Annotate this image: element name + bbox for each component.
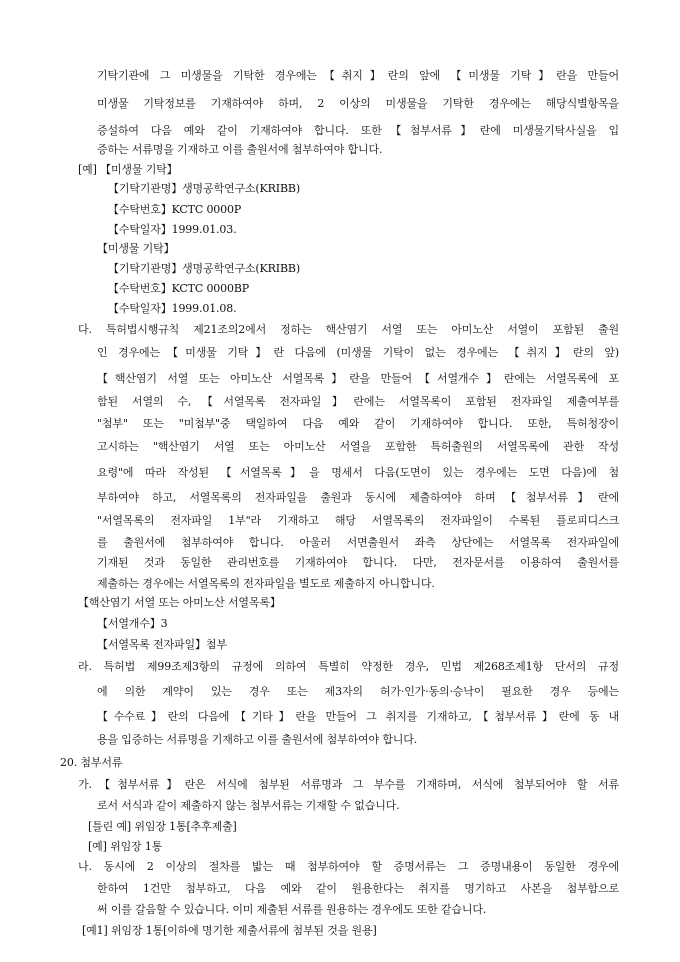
item-ga-line-1: 가.【첨부서류】란은 서식에 첨부된 서류명과 그 부수를 기재하며, 서식에 첨부되어야 할 서류 bbox=[78, 778, 619, 791]
item-ra-line-3: 【수수료】란의 다음에【기타】란을 만들어 그 취지를 기재하고,【첨부서류】란에 동 내 bbox=[97, 710, 619, 723]
item-ra-line-4: 용을 입증하는 서류명을 기재하고 이를 출원서에 첨부하여야 합니다. bbox=[97, 733, 418, 746]
example1-line-6: 【기탁기관명】생명공학연구소(KRIBB) bbox=[108, 262, 300, 275]
item-da-line-12: 제출하는 경우에는 서열목록의 전자파일을 별도로 제출하지 아니합니다. bbox=[97, 577, 435, 590]
example4-line-1: [예1] 위임장 1통[이하에 명기한 제출서류에 첨부된 것을 원용] bbox=[82, 924, 377, 937]
intro-line-3: 증설하여 다음 예와 같이 기재하여야 합니다. 또한【첨부서류】란에 미생물기탁사실을 입 bbox=[97, 124, 619, 137]
item-da-line-9: "서열목록의 전자파일 1부"라 기재하고 해당 서열목록의 전자파일이 수록된 플로피디스크 bbox=[97, 514, 619, 527]
item-na-line-2: 한하여 1건만 첨부하고, 다음 예와 같이 원용한다는 취지를 명기하고 사본을 첨부함으로 bbox=[97, 882, 619, 895]
intro-line-1: 기탁기관에 그 미생물을 기탁한 경우에는【취지】란의 앞에 【미생물 기탁】란을 만들어 bbox=[97, 69, 619, 82]
item-ga-line-2: 로서 서식과 같이 제출하지 않는 첨부서류는 기재할 수 없습니다. bbox=[97, 799, 400, 812]
item-ra-line-2: 에 의한 계약이 있는 경우 또는 제3자의 허가·인가·동의·승낙이 필요한 경우 등에는 bbox=[97, 685, 619, 698]
item-da-line-5: "첨부" 또는 "미첨부"중 택일하여 다음 예와 같이 기재하여야 합니다. 또한, 특허청장이 bbox=[97, 417, 619, 430]
example2-line-3: 【서열목록 전자파일】첨부 bbox=[97, 638, 227, 651]
example3-correct: [예] 위임장 1통 bbox=[88, 840, 163, 853]
item-da-line-6: 고시하는 "핵산염기 서열 또는 아미노산 서열을 포함한 특허출원의 서열목록에 관한 작성 bbox=[97, 440, 619, 453]
example1-line-5: 【미생물 기탁】 bbox=[97, 242, 175, 255]
example2-line-2: 【서열개수】3 bbox=[97, 617, 168, 630]
item-da-line-1: 다. 특허법시행규칙 제21조의2에서 정하는 핵산염기 서열 또는 아미노산 서열이 포함된 출원 bbox=[78, 323, 619, 336]
intro-line-4: 증하는 서류명을 기재하고 이를 출원서에 첨부하여야 합니다. bbox=[97, 143, 383, 156]
item-na-line-3: 써 이를 갈음할 수 있습니다. 이미 제출된 서류를 원용하는 경우에도 또한 같습니다. bbox=[97, 903, 487, 916]
example3-wrong: [틀린 예] 위임장 1통[추후제출] bbox=[88, 820, 237, 833]
intro-line-2: 미생물 기탁정보를 기재하여야 하며, 2 이상의 미생물을 기탁한 경우에는 해당식별항목을 bbox=[97, 97, 619, 110]
example1-line-4: 【수탁일자】1999.01.03. bbox=[108, 223, 237, 236]
section-20-title: 20. 첨부서류 bbox=[60, 756, 123, 769]
example1-line-8: 【수탁일자】1999.01.08. bbox=[108, 302, 237, 315]
example1-line-1: [예] 【미생물 기탁】 bbox=[78, 163, 178, 176]
item-da-line-4: 함된 서열의 수,【서열목록 전자파일】란에는 서열목록이 포함된 전자파일 제출여부를 bbox=[97, 395, 619, 408]
item-ra-line-1: 라. 특허법 제99조제3항의 규정에 의하여 특별히 약정한 경우, 민법 제268조제1항 단서의 규정 bbox=[78, 660, 619, 673]
item-da-line-10: 를 출원서에 첨부하여야 합니다. 아울러 서면출원서 좌측 상단에는 서열목록 전자파일에 bbox=[97, 536, 619, 549]
example1-line-7: 【수탁번호】KCTC 0000BP bbox=[108, 282, 250, 295]
item-da-line-8: 부하여야 하고, 서열목록의 전자파일을 출원과 동시에 제출하여야 하며【첨부서류】란에 bbox=[97, 491, 619, 504]
example2-line-1: 【핵산염기 서열 또는 아미노산 서열목록】 bbox=[78, 596, 281, 609]
item-da-line-3: 【핵산염기 서열 또는 아미노산 서열목록】란을 만들어【서열개수】란에는 서열목록에 포 bbox=[97, 372, 619, 385]
item-da-line-2: 인 경우에는【미생물 기탁】란 다음에 (미생물 기탁이 없는 경우에는 【취지】란의 앞) bbox=[97, 346, 619, 359]
example1-line-2: 【기탁기관명】생명공학연구소(KRIBB) bbox=[108, 182, 300, 195]
example1-line-3: 【수탁번호】KCTC 0000P bbox=[108, 203, 242, 216]
item-da-line-7: 요령"에 따라 작성된 【서열목록】을 명세서 다음(도면이 있는 경우에는 도면 다음)에 첨 bbox=[97, 466, 619, 479]
item-da-line-11: 기재된 것과 동일한 관리번호를 기재하여야 합니다. 다만, 전자문서를 이용하여 출원서를 bbox=[97, 556, 619, 569]
item-na-line-1: 나. 동시에 2 이상의 절차를 밟는 때 첨부하여야 할 증명서류는 그 증명내용이 동일한 경우에 bbox=[78, 860, 619, 873]
